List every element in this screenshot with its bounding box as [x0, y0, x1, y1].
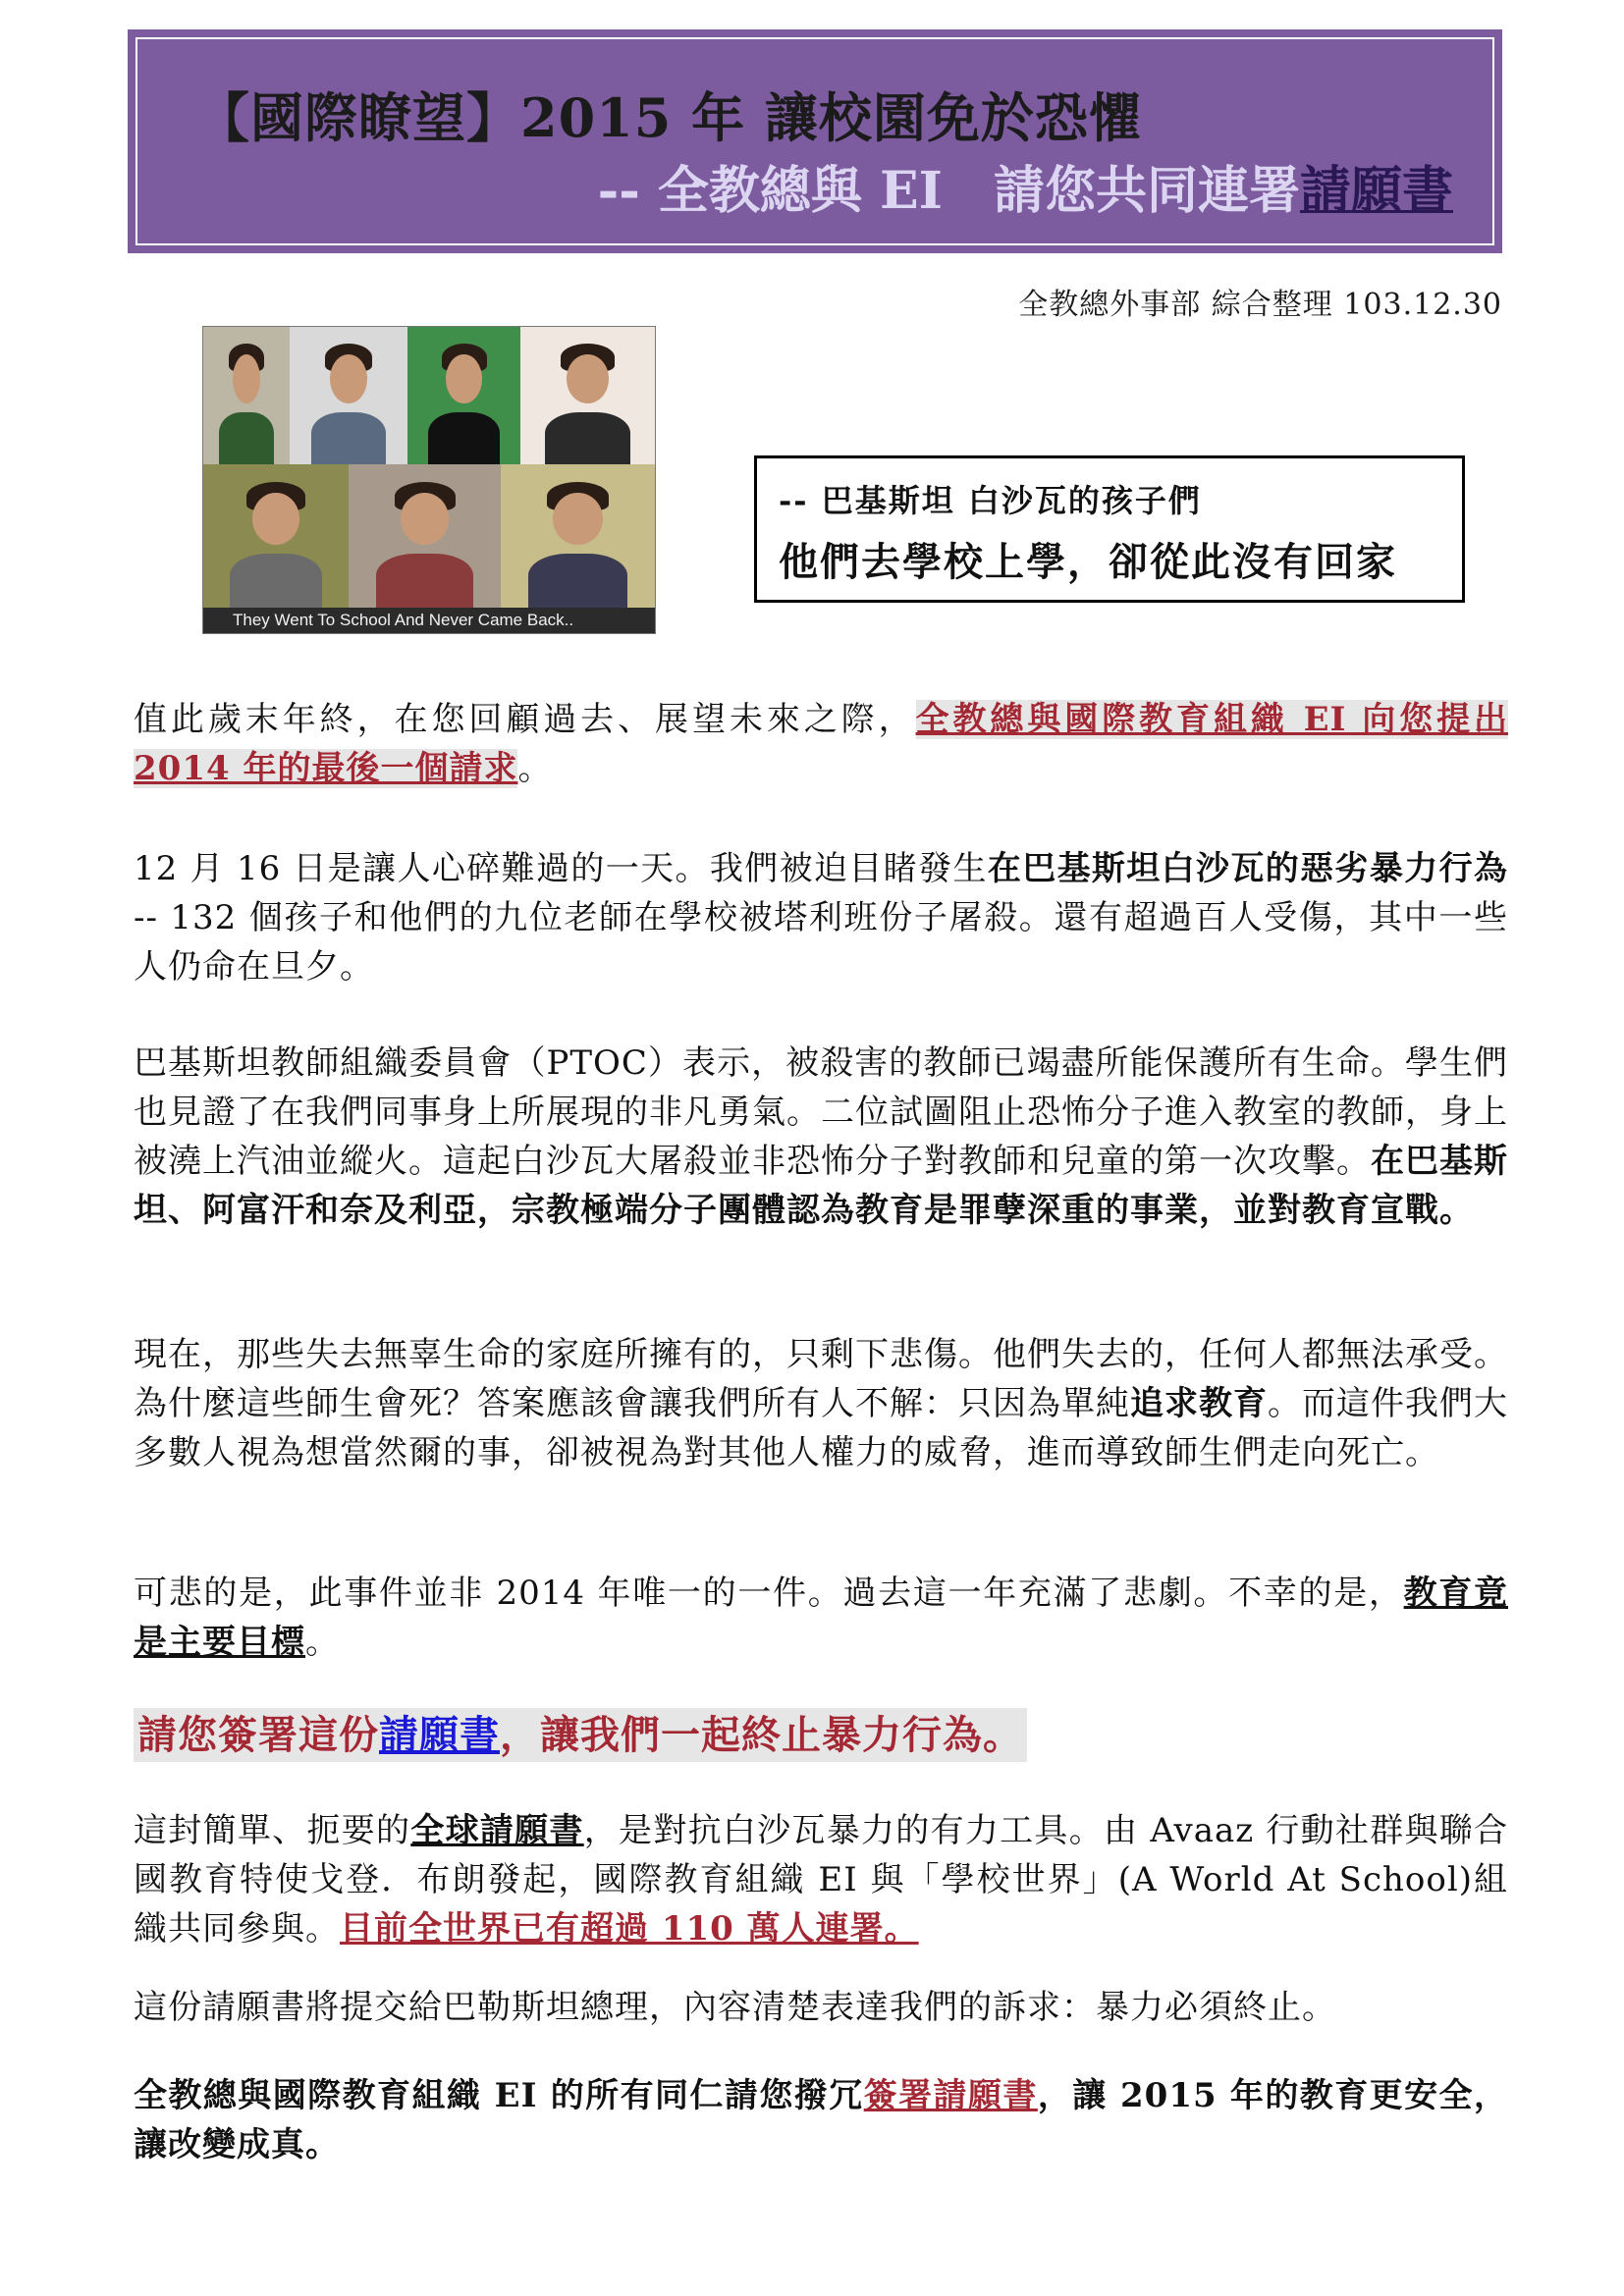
title-line-2	[598, 149, 1453, 223]
paragraph-closing	[134, 2071, 1508, 2169]
portrait-photo	[428, 412, 501, 464]
title-line-2-prefix: -- 全教總與 EI 請您共同連署	[597, 161, 1300, 221]
paragraph-2014	[134, 1569, 1508, 1667]
text-span: 現在，那些失去無辜生命的家庭所擁有的，只剩下悲傷。他們失去的，任何人都無法承受。為什麼這些師生會死？答案應該會讓我們所有人不解：只因為單純	[134, 1335, 1508, 1423]
portrait-photo	[330, 354, 367, 403]
sign-petition-link[interactable]: 簽署請願書	[863, 2076, 1038, 2115]
portrait-photo	[446, 354, 482, 403]
portrait-photo	[501, 464, 655, 608]
callout-petition-link[interactable]: 請願書	[379, 1712, 500, 1758]
portrait-photo	[553, 493, 602, 545]
portrait-photo	[230, 554, 323, 608]
text-span: ，讓我們一起終止暴力行為。	[500, 1712, 1023, 1758]
portrait-photo	[528, 554, 626, 608]
paragraph-families	[134, 1330, 1508, 1477]
text-span: -- 132 個孩子和他們的九位老師在學校被塔利班份子屠殺。還有超過百人受傷，其中一些人仍命在旦夕。	[134, 898, 1508, 987]
paragraph-dec16	[134, 844, 1508, 991]
portrait-photo	[376, 554, 473, 608]
bold-main-target: 教育竟是主要目標	[134, 1574, 1509, 1662]
callout-text	[134, 1708, 1027, 1762]
title-banner-frame	[135, 37, 1494, 245]
bold-violence: 在巴基斯坦白沙瓦的惡劣暴力行為	[987, 849, 1509, 888]
text-span: 。而這件我們大多數人視為想當然爾的事，卻被視為對其他人權力的威脅，進而導致師生們走向死亡。	[134, 1384, 1508, 1472]
text-span: 。	[517, 749, 553, 788]
portrait-photo	[233, 354, 260, 403]
highlight-request: 全教總與國際教育組織 EI 向您提出 2014 年的最後一個請求	[134, 700, 1508, 788]
portrait-photo	[219, 412, 274, 464]
text-span: 請您簽署這份	[137, 1712, 379, 1758]
text-span: 這封簡單、扼要的	[134, 1811, 411, 1850]
portrait-photo	[407, 327, 520, 464]
portrait-photo	[349, 464, 501, 608]
quote-line-2: 他們去學校上學，卻從此沒有回家	[779, 539, 1397, 585]
portrait-photo	[203, 464, 349, 608]
quote-box	[754, 455, 1465, 603]
paragraph-global-petition	[134, 1806, 1508, 1953]
children-photo-collage	[202, 326, 656, 634]
portrait-photo	[311, 412, 387, 464]
paragraph-intro	[134, 695, 1508, 793]
photo-caption: They Went To School And Never Came Back..	[203, 608, 655, 633]
text-span: 。	[305, 1623, 340, 1662]
text-span: 值此歲末年終，在您回顧過去、展望未來之際，	[134, 700, 916, 739]
bold-war-on-education: 在巴基斯坦、阿富汗和奈及利亞，宗教極端分子團體認為教育是罪孽深重的事業，並對教育宣戰。	[134, 1142, 1508, 1230]
byline: 全教總外事部 綜合整理 103.12.30	[1018, 288, 1502, 322]
text-span: 可悲的是，此事件並非 2014 年唯一的一件。過去這一年充滿了悲劇。不幸的是，	[134, 1574, 1404, 1613]
signatures-count: 目前全世界已有超過 110 萬人連署。	[340, 1909, 919, 1949]
title-line-1: 【國際瞭望】2015 年 讓校園免於恐懼	[196, 86, 1143, 149]
text-span: 全教總與國際教育組織 EI 的所有同仁請您撥冗	[134, 2076, 864, 2115]
portrait-photo	[567, 354, 610, 403]
portrait-photo	[290, 327, 407, 464]
portrait-photo	[203, 327, 290, 464]
portrait-photo	[545, 412, 631, 464]
quote-line-1: -- 巴基斯坦 白沙瓦的孩子們	[779, 482, 1202, 519]
text-span: ，讓 2015 年的教育更安全，讓改變成真。	[134, 2076, 1508, 2164]
petition-callout	[134, 1706, 1508, 1767]
paragraph-ptoc	[134, 1039, 1508, 1235]
text-span: ，是對抗白沙瓦暴力的有力工具。由 Avaaz 行動社群與聯合國教育特使戈登．布朗發起，國際教育組織 EI 與「學校世界」(A World At School)組織共同參與。	[134, 1811, 1509, 1949]
portrait-photo	[252, 493, 298, 545]
text-span: 巴基斯坦教師組織委員會（PTOC）表示，被殺害的教師已竭盡所能保護所有生命。學生們也見證了在我們同事身上所展現的非凡勇氣。二位試圖阻止恐怖分子進入教室的教師，身上被澆上汽油並縱火。這起白沙瓦大屠殺並非恐怖分子對教師和兒童的第一次攻擊。	[134, 1043, 1508, 1181]
text-span: 12 月 16 日是讓人心碎難過的一天。我們被迫目睹發生	[134, 849, 988, 888]
bold-global-petition: 全球請願書	[410, 1811, 584, 1850]
title-banner	[128, 29, 1502, 253]
paragraph-submit: 這份請願書將提交給巴勒斯坦總理，內容清楚表達我們的訴求：暴力必須終止。	[134, 1988, 1336, 2027]
title-petition-link[interactable]: 請願書	[1299, 161, 1453, 221]
bold-pursue-education: 追求教育	[1130, 1384, 1268, 1423]
portrait-photo	[520, 327, 655, 464]
portrait-photo	[401, 493, 450, 545]
